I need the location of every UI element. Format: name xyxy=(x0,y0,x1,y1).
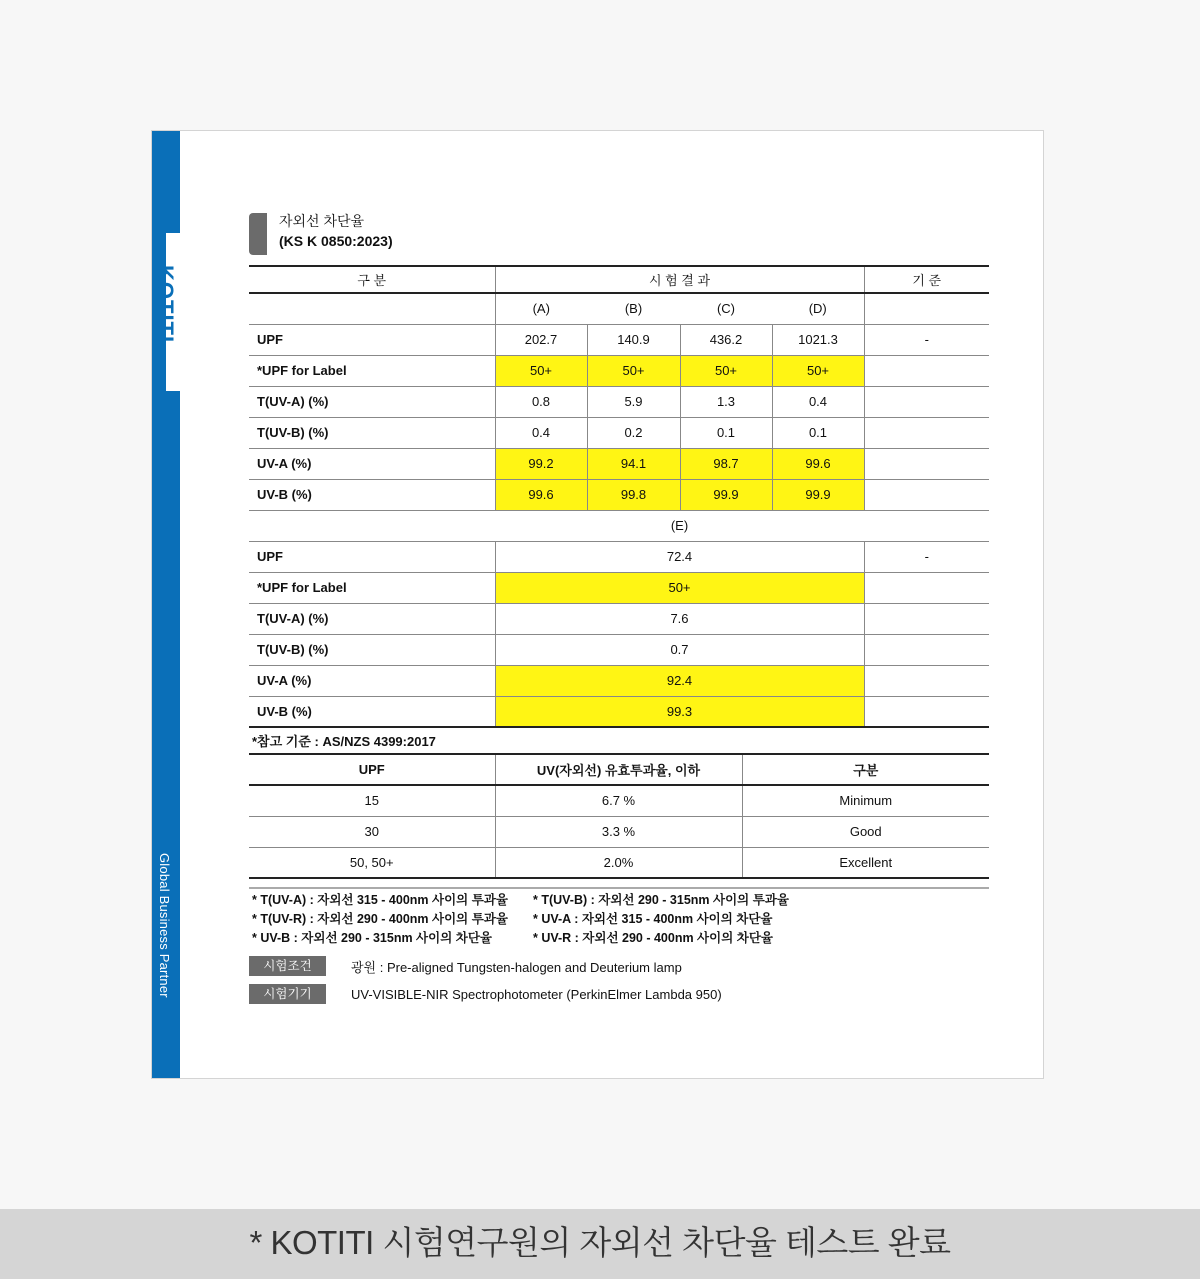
cell: 202.7 xyxy=(495,324,587,355)
equipment-tag: 시험기기 xyxy=(249,984,326,1004)
sample-d: (D) xyxy=(772,293,864,324)
conditions-tag: 시험조건 xyxy=(249,956,326,976)
row-label: UV-A (%) xyxy=(249,448,495,479)
definition-row xyxy=(252,891,789,910)
criteria-cell xyxy=(864,696,989,727)
table-row xyxy=(249,785,989,816)
heading-title: 자외선 차단율 xyxy=(279,213,365,229)
table-row xyxy=(249,665,989,696)
highlight-cell: 99.9 xyxy=(772,479,864,510)
table-row xyxy=(249,541,989,572)
highlight-cell: 99.2 xyxy=(495,448,587,479)
definition-item: * UV-B : 자외선 290 - 315nm 사이의 차단율 xyxy=(252,931,492,945)
highlight-cell: 50+ xyxy=(587,355,680,386)
highlight-cell: 99.9 xyxy=(680,479,772,510)
cell: Excellent xyxy=(742,847,989,878)
test-report-card xyxy=(151,130,1044,1079)
table-row xyxy=(249,696,989,727)
heading-marker xyxy=(249,213,267,255)
table-row xyxy=(249,572,989,603)
definitions xyxy=(252,891,789,948)
table-row xyxy=(249,603,989,634)
cell: 0.4 xyxy=(772,386,864,417)
cell: 3.3 % xyxy=(495,816,742,847)
table-row xyxy=(249,479,989,510)
row-label: *UPF for Label xyxy=(249,572,495,603)
kotiti-logo: KOTITI xyxy=(153,265,178,344)
highlight-cell: 94.1 xyxy=(587,448,680,479)
header-transmittance: UV(자외선) 유효투과율, 이하 xyxy=(495,754,742,785)
sample-e: (E) xyxy=(495,510,864,541)
row-label: UPF xyxy=(249,324,495,355)
reference-table xyxy=(249,753,989,879)
sidebar-tagline: Global Business Partner xyxy=(157,853,172,998)
table-row xyxy=(249,324,989,355)
caption-banner: * KOTITI 시험연구원의 자외선 차단율 테스트 완료 xyxy=(0,1209,1200,1279)
highlight-cell: 99.6 xyxy=(495,479,587,510)
cell: Minimum xyxy=(742,785,989,816)
empty-cell xyxy=(864,510,989,541)
reference-note: *참고 기준 : AS/NZS 4399:2017 xyxy=(252,734,436,749)
definition-item: * UV-A : 자외선 315 - 400nm 사이의 차단율 xyxy=(533,912,773,926)
empty-cell xyxy=(249,293,495,324)
header-criteria: 기 준 xyxy=(864,266,989,293)
criteria-cell xyxy=(864,448,989,479)
criteria-cell xyxy=(864,603,989,634)
header-results: 시 험 결 과 xyxy=(495,266,864,293)
criteria-cell: - xyxy=(864,541,989,572)
sample-e-row xyxy=(249,510,989,541)
cell: 1021.3 xyxy=(772,324,864,355)
cell: Good xyxy=(742,816,989,847)
sample-row xyxy=(249,293,989,324)
definition-item: * T(UV-R) : 자외선 290 - 400nm 사이의 투과율 xyxy=(252,912,508,926)
table-row xyxy=(249,355,989,386)
criteria-cell xyxy=(864,479,989,510)
definition-item: * T(UV-B) : 자외선 290 - 315nm 사이의 투과율 xyxy=(533,893,789,907)
definition-row xyxy=(252,929,789,948)
definition-row xyxy=(252,910,789,929)
definition-item: * UV-R : 자외선 290 - 400nm 사이의 차단율 xyxy=(533,931,773,945)
header-category: 구 분 xyxy=(249,266,495,293)
table-row xyxy=(249,386,989,417)
row-label: T(UV-A) (%) xyxy=(249,603,495,634)
cell: 0.1 xyxy=(772,417,864,448)
cell: 0.7 xyxy=(495,634,864,665)
row-label: UV-B (%) xyxy=(249,479,495,510)
cell: 50, 50+ xyxy=(249,847,495,878)
criteria-cell xyxy=(864,386,989,417)
empty-cell xyxy=(864,293,989,324)
highlight-cell: 99.8 xyxy=(587,479,680,510)
row-label: UV-A (%) xyxy=(249,665,495,696)
cell: 0.8 xyxy=(495,386,587,417)
definition-item: * T(UV-A) : 자외선 315 - 400nm 사이의 투과율 xyxy=(252,893,508,907)
highlight-cell: 50+ xyxy=(495,572,864,603)
table-row xyxy=(249,634,989,665)
cell: 1.3 xyxy=(680,386,772,417)
criteria-cell xyxy=(864,572,989,603)
cell: 0.4 xyxy=(495,417,587,448)
empty-cell xyxy=(249,510,495,541)
row-label: UPF xyxy=(249,541,495,572)
criteria-cell xyxy=(864,417,989,448)
sample-a: (A) xyxy=(495,293,587,324)
cell: 0.2 xyxy=(587,417,680,448)
table-row xyxy=(249,417,989,448)
cell: 140.9 xyxy=(587,324,680,355)
reference-header-row xyxy=(249,754,989,785)
table-row xyxy=(249,847,989,878)
cell: 0.1 xyxy=(680,417,772,448)
criteria-cell xyxy=(864,355,989,386)
highlight-cell: 50+ xyxy=(772,355,864,386)
results-table xyxy=(249,265,989,728)
conditions-text: 광원 : Pre-aligned Tungsten-halogen and Deuterium lamp xyxy=(351,959,682,975)
highlight-cell: 99.6 xyxy=(772,448,864,479)
highlight-cell: 98.7 xyxy=(680,448,772,479)
cell: 2.0% xyxy=(495,847,742,878)
row-label: T(UV-B) (%) xyxy=(249,634,495,665)
cell: 436.2 xyxy=(680,324,772,355)
highlight-cell: 50+ xyxy=(495,355,587,386)
cell: 6.7 % xyxy=(495,785,742,816)
cell: 15 xyxy=(249,785,495,816)
cell: 7.6 xyxy=(495,603,864,634)
divider xyxy=(249,887,989,889)
heading-standard: (KS K 0850:2023) xyxy=(279,233,393,249)
row-label: *UPF for Label xyxy=(249,355,495,386)
cell: 72.4 xyxy=(495,541,864,572)
sample-c: (C) xyxy=(680,293,772,324)
equipment-text: UV-VISIBLE-NIR Spectrophotometer (PerkinElmer Lambda 950) xyxy=(351,986,722,1002)
table-row xyxy=(249,448,989,479)
table-row xyxy=(249,816,989,847)
test-equipment xyxy=(249,984,722,1004)
cell: 30 xyxy=(249,816,495,847)
test-conditions xyxy=(249,956,682,976)
results-header-row xyxy=(249,266,989,293)
header-upf: UPF xyxy=(249,754,495,785)
criteria-cell xyxy=(864,634,989,665)
header-class: 구분 xyxy=(742,754,989,785)
highlight-cell: 99.3 xyxy=(495,696,864,727)
criteria-cell: - xyxy=(864,324,989,355)
row-label: T(UV-A) (%) xyxy=(249,386,495,417)
criteria-cell xyxy=(864,665,989,696)
cell: 5.9 xyxy=(587,386,680,417)
highlight-cell: 92.4 xyxy=(495,665,864,696)
sample-b: (B) xyxy=(587,293,680,324)
highlight-cell: 50+ xyxy=(680,355,772,386)
row-label: UV-B (%) xyxy=(249,696,495,727)
row-label: T(UV-B) (%) xyxy=(249,417,495,448)
